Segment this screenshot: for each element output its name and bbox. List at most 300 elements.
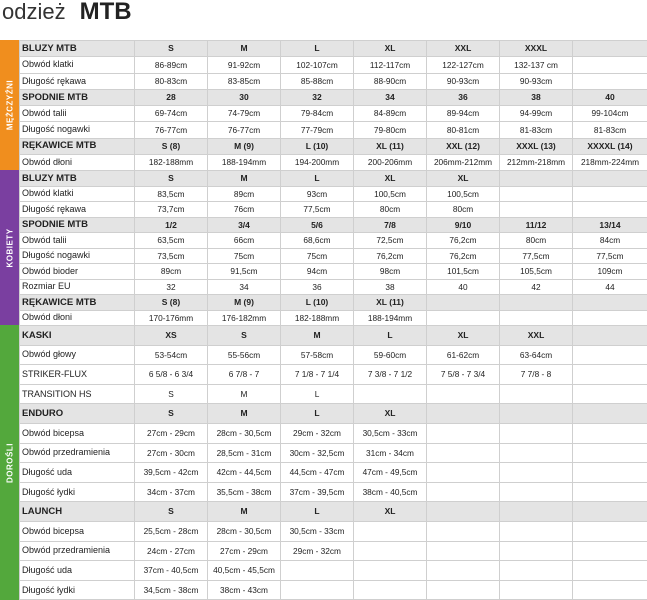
table-cell: 188-194mm	[354, 310, 427, 326]
table-cell: 42	[500, 279, 573, 295]
table-row	[20, 106, 647, 122]
table-cell: 55-56cm	[208, 345, 281, 365]
table-cell: 31cm - 34cm	[354, 443, 427, 463]
table-cell	[281, 580, 354, 600]
table-cell	[281, 561, 354, 581]
table-cell: 28,5cm - 31cm	[208, 443, 281, 463]
row-label: Długość uda	[20, 561, 135, 581]
table-cell: XL (11)	[354, 295, 427, 311]
table-cell: 91,5cm	[208, 264, 281, 280]
table-cell: M	[208, 171, 281, 187]
table-cell: 98cm	[354, 264, 427, 280]
row-label: Obwód bioder	[20, 264, 135, 280]
table-row	[20, 154, 647, 170]
table-cell: 84-89cm	[354, 106, 427, 122]
table-cell: L	[281, 171, 354, 187]
table-row	[20, 57, 647, 73]
table-cell: 80cm	[354, 202, 427, 218]
side-label-women: KOBIETY	[5, 227, 14, 268]
table-cell	[354, 521, 427, 541]
table-cell	[500, 463, 573, 483]
table-cell: L	[281, 41, 354, 57]
table-cell: 24cm - 27cm	[135, 541, 208, 561]
table-cell	[427, 580, 500, 600]
table-cell	[500, 404, 573, 424]
table-cell	[354, 384, 427, 404]
table-cell: 34,5cm - 38cm	[135, 580, 208, 600]
table-cell: 27cm - 29cm	[208, 541, 281, 561]
table-cell: 7/8	[354, 217, 427, 233]
row-label: STRIKER-FLUX	[20, 365, 135, 385]
side-bar-women	[0, 170, 19, 325]
table-cell	[500, 443, 573, 463]
table-cell	[354, 580, 427, 600]
table-cell	[354, 541, 427, 561]
table-cell: 218mm-224mm	[573, 154, 647, 170]
table-cell: 170-176mm	[135, 310, 208, 326]
table-cell	[573, 57, 647, 73]
table-cell	[500, 310, 573, 326]
table-cell: 109cm	[573, 264, 647, 280]
section-women	[0, 170, 647, 325]
table-cell: 112-117cm	[354, 57, 427, 73]
table-cell: 32	[135, 279, 208, 295]
table-cell: 13/14	[573, 217, 647, 233]
table-cell: XL	[354, 404, 427, 424]
table-cell: 37cm - 40,5cm	[135, 561, 208, 581]
table-cell: 68,6cm	[281, 233, 354, 249]
table-cell: 84cm	[573, 233, 647, 249]
table-cell	[500, 502, 573, 522]
section-men	[0, 40, 647, 170]
table-cell: 77,5cm	[573, 248, 647, 264]
table-row	[20, 202, 647, 218]
table-cell	[573, 365, 647, 385]
table-cell: 44	[573, 279, 647, 295]
table-cell: 73,7cm	[135, 202, 208, 218]
side-bar-men	[0, 40, 19, 170]
table-cell: 132-137 cm	[500, 57, 573, 73]
table-cell: 38	[500, 89, 573, 105]
table-cell	[573, 295, 647, 311]
table-row	[20, 122, 647, 138]
table-cell	[427, 310, 500, 326]
table-cell	[354, 561, 427, 581]
table-cell: 57-58cm	[281, 345, 354, 365]
table-cell: 61-62cm	[427, 345, 500, 365]
title-bold: MTB	[79, 0, 132, 25]
table-cell: 75cm	[208, 248, 281, 264]
table-cell: 30,5cm - 33cm	[281, 521, 354, 541]
table-cell: S	[135, 404, 208, 424]
table-cell: M	[208, 384, 281, 404]
table-row	[20, 264, 647, 280]
table-cell: 73,5cm	[135, 248, 208, 264]
table-cell: 34cm - 37cm	[135, 482, 208, 502]
table-cell: 77,5cm	[281, 202, 354, 218]
table-cell: 7 1/8 - 7 1/4	[281, 365, 354, 385]
table-cell: M	[281, 326, 354, 346]
table-cell	[573, 521, 647, 541]
table-cell: 182-188mm	[135, 154, 208, 170]
table-cell: 83-85cm	[208, 73, 281, 89]
table-cell: 28cm - 30,5cm	[208, 423, 281, 443]
table-cell: 89cm	[208, 186, 281, 202]
table-cell: 6 5/8 - 6 3/4	[135, 365, 208, 385]
table-cell: 36	[281, 279, 354, 295]
table-row	[20, 186, 647, 202]
table-cell: 32	[281, 89, 354, 105]
table-cell	[573, 541, 647, 561]
table-cell	[500, 295, 573, 311]
table-cell: 76,2cm	[354, 248, 427, 264]
row-label: Długość rękawa	[20, 73, 135, 89]
row-label: RĘKAWICE MTB	[20, 295, 135, 311]
table-cell: 25,5cm - 28cm	[135, 521, 208, 541]
table-cell: 122-127cm	[427, 57, 500, 73]
row-label: Obwód głowy	[20, 345, 135, 365]
table-cell: L	[354, 326, 427, 346]
table-row	[20, 443, 647, 463]
table-cell: 63,5cm	[135, 233, 208, 249]
table-cell: M (9)	[208, 138, 281, 154]
table-row	[20, 580, 647, 600]
table-cell: 76,2cm	[427, 248, 500, 264]
table-cell	[573, 580, 647, 600]
table-cell	[573, 423, 647, 443]
table-header-row	[20, 295, 647, 311]
table-cell: 7 5/8 - 7 3/4	[427, 365, 500, 385]
table-cell: 100,5cm	[354, 186, 427, 202]
table-cell	[427, 463, 500, 483]
row-label: Obwód przedramienia	[20, 541, 135, 561]
table-cell	[427, 521, 500, 541]
table-cell	[573, 171, 647, 187]
table-cell: L (10)	[281, 138, 354, 154]
table-cell: 90-93cm	[500, 73, 573, 89]
table-cell: S	[135, 41, 208, 57]
table-header-row	[20, 138, 647, 154]
table-cell: 80cm	[427, 202, 500, 218]
table-cell	[500, 171, 573, 187]
table-cell: 194-200mm	[281, 154, 354, 170]
table-cell: 206mm-212mm	[427, 154, 500, 170]
table-cell: 47cm - 49,5cm	[354, 463, 427, 483]
page-title	[2, 0, 132, 34]
table-cell	[500, 186, 573, 202]
table-cell	[573, 186, 647, 202]
table-cell: 94-99cm	[500, 106, 573, 122]
table-cell	[427, 384, 500, 404]
table-row	[20, 482, 647, 502]
table-cell: 182-188mm	[281, 310, 354, 326]
table-cell: M	[208, 404, 281, 424]
table-cell: 42cm - 44,5cm	[208, 463, 281, 483]
table-cell: 29cm - 32cm	[281, 423, 354, 443]
table-cell	[427, 404, 500, 424]
row-label: TRANSITION HS	[20, 384, 135, 404]
table-cell: XL	[354, 502, 427, 522]
row-label: Długość rękawa	[20, 202, 135, 218]
row-label: Długość uda	[20, 463, 135, 483]
table-row	[20, 365, 647, 385]
section-adults	[0, 325, 647, 600]
row-label: SPODNIE MTB	[20, 89, 135, 105]
table-cell: XL (11)	[354, 138, 427, 154]
table-cell: 81-83cm	[573, 122, 647, 138]
table-cell	[573, 404, 647, 424]
table-header-row	[20, 326, 647, 346]
table-cell: 59-60cm	[354, 345, 427, 365]
table-cell: 77-79cm	[281, 122, 354, 138]
table-cell: 176-182mm	[208, 310, 281, 326]
table-cell	[500, 580, 573, 600]
row-label: Obwód bicepsa	[20, 423, 135, 443]
table-cell: 27cm - 29cm	[135, 423, 208, 443]
table-cell: 212mm-218mm	[500, 154, 573, 170]
table-cell: XXXL (13)	[500, 138, 573, 154]
table-cell	[573, 41, 647, 57]
table-cell: 80-81cm	[427, 122, 500, 138]
table-cell: 105,5cm	[500, 264, 573, 280]
table-cell: 38cm - 43cm	[208, 580, 281, 600]
table-header-row	[20, 89, 647, 105]
table-cell: XL	[427, 171, 500, 187]
table-cell: M	[208, 502, 281, 522]
table-cell: XXL	[500, 326, 573, 346]
table-cell	[427, 295, 500, 311]
table-cell: S	[135, 384, 208, 404]
table-cell	[573, 73, 647, 89]
table-cell: 89cm	[135, 264, 208, 280]
table-cell: S	[135, 171, 208, 187]
table-row	[20, 248, 647, 264]
table-row	[20, 423, 647, 443]
table-cell	[500, 541, 573, 561]
row-label: Długość łydki	[20, 580, 135, 600]
table-cell	[573, 443, 647, 463]
table-cell: 188-194mm	[208, 154, 281, 170]
table-cell: L	[281, 384, 354, 404]
table-cell: 81-83cm	[500, 122, 573, 138]
table-cell: 7 3/8 - 7 1/2	[354, 365, 427, 385]
table-cell: XL	[354, 41, 427, 57]
table-cell: 88-90cm	[354, 73, 427, 89]
row-label: RĘKAWICE MTB	[20, 138, 135, 154]
row-label: Obwód dłoni	[20, 310, 135, 326]
table-cell	[500, 482, 573, 502]
table-cell: 94cm	[281, 264, 354, 280]
table-cell: M (9)	[208, 295, 281, 311]
table-cell	[573, 502, 647, 522]
table-adults	[19, 325, 647, 600]
table-cell: 30,5cm - 33cm	[354, 423, 427, 443]
table-cell	[500, 384, 573, 404]
table-cell: XXXL	[500, 41, 573, 57]
table-men	[19, 40, 647, 171]
table-cell: L	[281, 404, 354, 424]
table-header-row	[20, 404, 647, 424]
table-row	[20, 233, 647, 249]
table-cell: 79-84cm	[281, 106, 354, 122]
table-cell	[427, 541, 500, 561]
row-label: Obwód talii	[20, 233, 135, 249]
row-label: ENDURO	[20, 404, 135, 424]
row-label: Obwód klatki	[20, 57, 135, 73]
table-cell	[427, 561, 500, 581]
table-cell: 40,5cm - 45,5cm	[208, 561, 281, 581]
table-cell	[573, 202, 647, 218]
side-bar-adults	[0, 325, 19, 600]
table-row	[20, 541, 647, 561]
table-cell	[573, 482, 647, 502]
table-header-row	[20, 217, 647, 233]
table-cell	[573, 326, 647, 346]
table-cell: 30cm - 32,5cm	[281, 443, 354, 463]
table-row	[20, 561, 647, 581]
row-label: Obwód talii	[20, 106, 135, 122]
row-label: Obwód przedramienia	[20, 443, 135, 463]
table-header-row	[20, 171, 647, 187]
table-row	[20, 345, 647, 365]
table-cell: L	[281, 502, 354, 522]
table-cell: 40	[427, 279, 500, 295]
table-header-row	[20, 502, 647, 522]
row-label: SPODNIE MTB	[20, 217, 135, 233]
table-cell: 90-93cm	[427, 73, 500, 89]
table-row	[20, 73, 647, 89]
table-cell: 38cm - 40,5cm	[354, 482, 427, 502]
row-label: LAUNCH	[20, 502, 135, 522]
table-cell	[500, 521, 573, 541]
table-cell: 85-88cm	[281, 73, 354, 89]
table-cell: XL	[354, 171, 427, 187]
table-cell	[573, 310, 647, 326]
table-cell: 80cm	[500, 233, 573, 249]
row-label: Długość nogawki	[20, 122, 135, 138]
table-cell: M	[208, 41, 281, 57]
table-cell: 76-77cm	[208, 122, 281, 138]
table-cell	[427, 502, 500, 522]
table-cell	[573, 384, 647, 404]
row-label: Rozmiar EU	[20, 279, 135, 295]
table-cell	[573, 561, 647, 581]
table-cell: 30	[208, 89, 281, 105]
table-cell: 29cm - 32cm	[281, 541, 354, 561]
table-cell: S (8)	[135, 138, 208, 154]
row-label: BLUZY MTB	[20, 41, 135, 57]
table-cell: 5/6	[281, 217, 354, 233]
table-cell: XL	[427, 326, 500, 346]
table-cell: 53-54cm	[135, 345, 208, 365]
table-cell: S	[135, 502, 208, 522]
table-cell: 76cm	[208, 202, 281, 218]
table-cell: 101,5cm	[427, 264, 500, 280]
table-cell: 66cm	[208, 233, 281, 249]
table-cell: S	[208, 326, 281, 346]
table-cell	[500, 423, 573, 443]
table-cell: 40	[573, 89, 647, 105]
table-cell: 37cm - 39,5cm	[281, 482, 354, 502]
table-cell	[573, 345, 647, 365]
table-cell	[573, 463, 647, 483]
table-cell: 27cm - 30cm	[135, 443, 208, 463]
table-row	[20, 384, 647, 404]
table-cell: 35,5cm - 38cm	[208, 482, 281, 502]
table-cell: 28cm - 30,5cm	[208, 521, 281, 541]
table-cell: 1/2	[135, 217, 208, 233]
table-cell: S (8)	[135, 295, 208, 311]
row-label: Długość łydki	[20, 482, 135, 502]
table-cell: 7 7/8 - 8	[500, 365, 573, 385]
table-cell: 3/4	[208, 217, 281, 233]
table-cell: XXL	[427, 41, 500, 57]
table-cell: 77,5cm	[500, 248, 573, 264]
row-label: Długość nogawki	[20, 248, 135, 264]
table-cell	[427, 482, 500, 502]
table-cell: XXL (12)	[427, 138, 500, 154]
table-cell: 34	[354, 89, 427, 105]
table-cell: 36	[427, 89, 500, 105]
table-cell: XS	[135, 326, 208, 346]
row-label: KASKI	[20, 326, 135, 346]
table-women	[19, 170, 647, 326]
table-cell: XXXXL (14)	[573, 138, 647, 154]
row-label: BLUZY MTB	[20, 171, 135, 187]
table-cell: 63-64cm	[500, 345, 573, 365]
table-cell: 91-92cm	[208, 57, 281, 73]
row-label: Obwód klatki	[20, 186, 135, 202]
table-cell	[500, 561, 573, 581]
table-cell: 79-80cm	[354, 122, 427, 138]
table-cell: 11/12	[500, 217, 573, 233]
table-cell: 44,5cm - 47cm	[281, 463, 354, 483]
row-label: Obwód bicepsa	[20, 521, 135, 541]
table-cell	[427, 443, 500, 463]
table-cell: 83,5cm	[135, 186, 208, 202]
table-cell: 69-74cm	[135, 106, 208, 122]
table-cell	[427, 423, 500, 443]
table-cell: 75cm	[281, 248, 354, 264]
table-cell: 6 7/8 - 7	[208, 365, 281, 385]
side-label-men: MĘŻCZYŹNI	[5, 79, 14, 131]
table-cell	[500, 202, 573, 218]
table-cell: 38	[354, 279, 427, 295]
table-cell: 86-89cm	[135, 57, 208, 73]
table-cell: 34	[208, 279, 281, 295]
table-cell: 100,5cm	[427, 186, 500, 202]
table-row	[20, 279, 647, 295]
table-cell: L (10)	[281, 295, 354, 311]
table-cell: 89-94cm	[427, 106, 500, 122]
table-cell: 102-107cm	[281, 57, 354, 73]
title-light: odzież	[2, 0, 66, 24]
side-label-adults: DOROŚLI	[5, 442, 14, 483]
table-row	[20, 521, 647, 541]
table-cell: 72,5cm	[354, 233, 427, 249]
table-cell: 9/10	[427, 217, 500, 233]
table-cell: 28	[135, 89, 208, 105]
table-cell: 99-104cm	[573, 106, 647, 122]
table-cell: 39,5cm - 42cm	[135, 463, 208, 483]
table-cell: 76,2cm	[427, 233, 500, 249]
table-cell: 80-83cm	[135, 73, 208, 89]
table-row	[20, 310, 647, 326]
table-cell: 200-206mm	[354, 154, 427, 170]
table-row	[20, 463, 647, 483]
table-cell: 93cm	[281, 186, 354, 202]
table-header-row	[20, 41, 647, 57]
